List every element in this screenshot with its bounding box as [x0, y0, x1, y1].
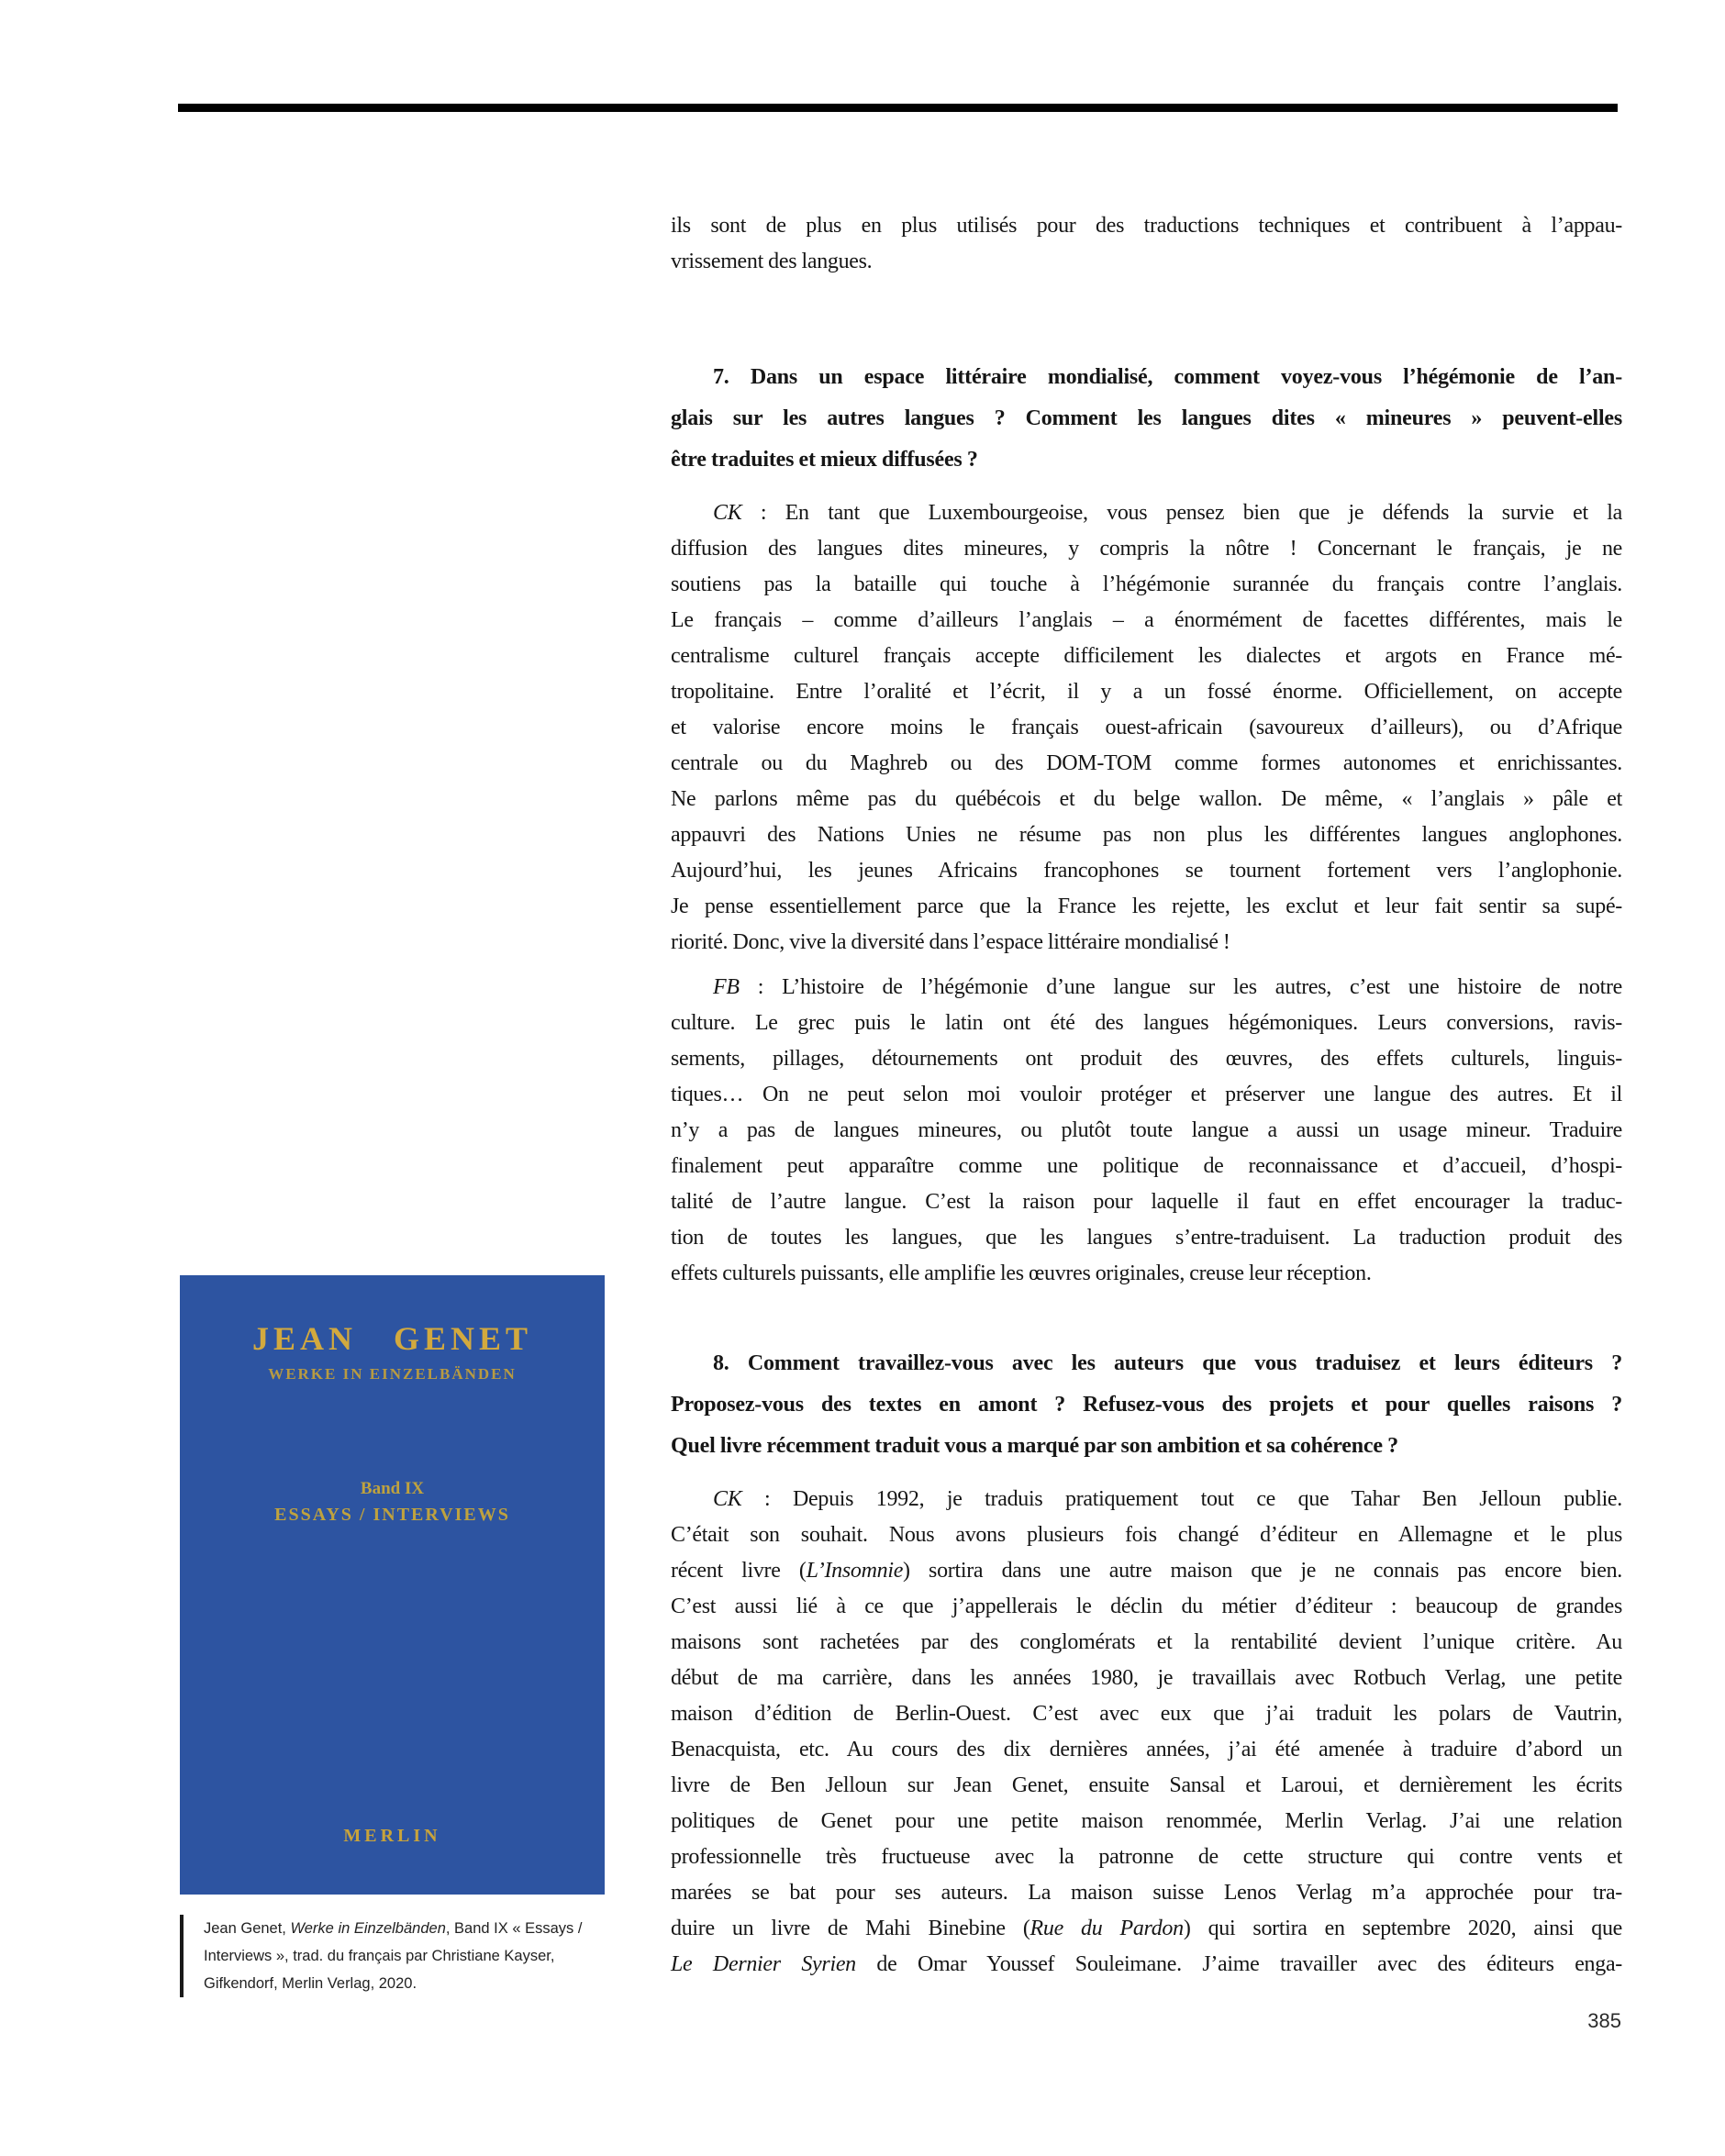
text-line: et valorise encore moins le français ouest-africain (savoureux d’ailleurs), ou d’Afrique [671, 716, 1622, 739]
text-line: Ne parlons même pas du québécois et du belge wallon. De même, « l’anglais » pâle et [671, 787, 1622, 811]
cover-band-number: Band IX [360, 1479, 425, 1498]
text-line: professionnelle très fructueuse avec la patronne de cette structure qui contre vents et [671, 1845, 1622, 1869]
text-line: appauvri des Nations Unies ne résume pas non plus les différentes langues anglophones. [671, 823, 1622, 847]
text-line: Le Dernier Syrien de Omar Youssef Souleimane. J’aime travailler avec des éditeurs enga- [671, 1952, 1622, 1976]
text-line: centrale ou du Maghreb ou des DOM-TOM comme formes autonomes et enrichissantes. [671, 751, 1622, 775]
text-column [671, 208, 1622, 1983]
text-line: politiques de Genet pour une petite maison renommée, Merlin Verlag. J’ai une relation [671, 1809, 1622, 1833]
text-line: finalement peut apparaître comme une politique de reconnaissance et d’accueil, d’hospi- [671, 1154, 1622, 1178]
text-line: n’y a pas de langues mineures, ou plutôt toute langue a aussi un usage mineur. Traduire [671, 1118, 1622, 1142]
text-line: marées se bat pour ses auteurs. La maison suisse Lenos Verlag m’a approchée pour tra- [671, 1881, 1622, 1905]
text-line: Quel livre récemment traduit vous a marqué par son ambition et sa cohérence ? [671, 1434, 1398, 1458]
text-line: 8. Comment travaillez-vous avec les auteurs que vous traduisez et leurs éditeurs ? [713, 1351, 1622, 1375]
text-line: C’était son souhait. Nous avons plusieurs fois changé d’éditeur en Allemagne et le plus [671, 1523, 1622, 1547]
text-line: riorité. Donc, vive la diversité dans l’espace littéraire mondialisé ! [671, 930, 1230, 954]
text-line: récent livre (L’Insomnie) sortira dans une autre maison que je ne connais pas encore bien. [671, 1559, 1622, 1583]
text-line: Jean Genet, Werke in Einzelbänden, Band IX « Essays / [204, 1920, 583, 1937]
text-line: Le français – comme d’ailleurs l’anglais – a énormément de facettes différentes, mais le [671, 608, 1622, 632]
page-number: 385 [1587, 2009, 1621, 2032]
cover-series: WERKE IN EINZELBÄNDEN [268, 1365, 517, 1383]
text-line: livre de Ben Jelloun sur Jean Genet, ensuite Sansal et Laroui, et dernièrement les écrits [671, 1773, 1622, 1797]
text-line: sements, pillages, détournements ont produit des œuvres, des effets culturels, linguis- [671, 1047, 1622, 1071]
text-line: Interviews », trad. du français par Christiane Kayser, [204, 1948, 555, 1964]
text-line: ils sont de plus en plus utilisés pour des traductions techniques et contribuent à l’appau- [671, 214, 1622, 238]
text-line: duire un livre de Mahi Binebine (Rue du Pardon) qui sortira en septembre 2020, ainsi que [671, 1917, 1622, 1940]
text-line: vrissement des langues. [671, 250, 873, 273]
text-line: maison d’édition de Berlin-Ouest. C’est avec eux que j’ai traduit les polars de Vautrin, [671, 1702, 1622, 1726]
text-line: effets culturels puissants, elle amplifie les œuvres originales, creuse leur réception. [671, 1261, 1372, 1285]
text-line: CK : Depuis 1992, je traduis pratiquement tout ce que Tahar Ben Jelloun publie. [713, 1487, 1622, 1511]
cover-title: JEAN GENET [251, 1320, 533, 1357]
question-7-heading [671, 357, 1622, 481]
text-line: Gifkendorf, Merlin Verlag, 2020. [204, 1975, 417, 1992]
book-caption [180, 1915, 605, 1997]
text-line: tiques… On ne peut selon moi vouloir protéger et préserver une langue des autres. Et il [671, 1083, 1622, 1106]
text-line: soutiens pas la bataille qui touche à l’hégémonie surannée du français contre l’anglais. [671, 572, 1622, 596]
question-8-heading [671, 1343, 1622, 1467]
text-line: Aujourd’hui, les jeunes Africains francophones se tournent fortement vers l’anglophonie. [671, 859, 1622, 883]
text-line: glais sur les autres langues ? Comment les langues dites « mineures » peuvent-elles [671, 406, 1622, 430]
paragraph-answer-ck-8 [671, 1482, 1622, 1983]
text-line: Je pense essentiellement parce que la France les rejette, les exclut et leur fait sentir sa supé- [671, 895, 1622, 918]
text-line: centralisme culturel français accepte difficilement les dialectes et argots en France mé- [671, 644, 1622, 668]
text-line: diffusion des langues dites mineures, y compris la nôtre ! Concernant le français, je ne [671, 537, 1622, 561]
text-line: maisons sont rachetées par des conglomérats et la rentabilité devient l’unique critère. Au [671, 1630, 1622, 1654]
text-line: Benacquista, etc. Au cours des dix dernières années, j’ai été amenée à traduire d’abord un [671, 1738, 1622, 1761]
text-line: FB : L’histoire de l’hégémonie d’une langue sur les autres, c’est une histoire de notre [713, 975, 1622, 999]
text-line: tropolitaine. Entre l’oralité et l’écrit, il y a un fossé énorme. Officiellement, on accepte [671, 680, 1622, 704]
text-line: culture. Le grec puis le latin ont été des langues hégémoniques. Leurs conversions, ravis- [671, 1011, 1622, 1035]
cover-publisher: MERLIN [343, 1826, 441, 1846]
book-figure [180, 1275, 605, 1997]
cover-volume-type: ESSAYS / INTERVIEWS [274, 1505, 510, 1525]
text-line: tion de toutes les langues, que les langues s’entre-traduisent. La traduction produit des [671, 1226, 1622, 1250]
paragraph-answer-fb-7 [671, 970, 1622, 1292]
text-line: être traduites et mieux diffusées ? [671, 448, 978, 472]
text-line: début de ma carrière, dans les années 1980, je travaillais avec Rotbuch Verlag, une petite [671, 1666, 1622, 1690]
text-line: CK : En tant que Luxembourgeoise, vous pensez bien que je défends la survie et la [713, 501, 1622, 525]
text-line: 7. Dans un espace littéraire mondialisé, comment voyez-vous l’hégémonie de l’an- [713, 365, 1622, 389]
text-line: talité de l’autre langue. C’est la raison pour laquelle il faut en effet encourager la traduc- [671, 1190, 1622, 1214]
paragraph-intro-continuation [671, 208, 1622, 280]
book-cover-image [180, 1275, 605, 1895]
text-line: C’est aussi lié à ce que j’appellerais le déclin du métier d’éditeur : beaucoup de grandes [671, 1595, 1622, 1618]
text-line: Proposez-vous des textes en amont ? Refusez-vous des projets et pour quelles raisons ? [671, 1393, 1622, 1417]
paragraph-answer-ck-7 [671, 495, 1622, 961]
top-rule [178, 104, 1618, 112]
